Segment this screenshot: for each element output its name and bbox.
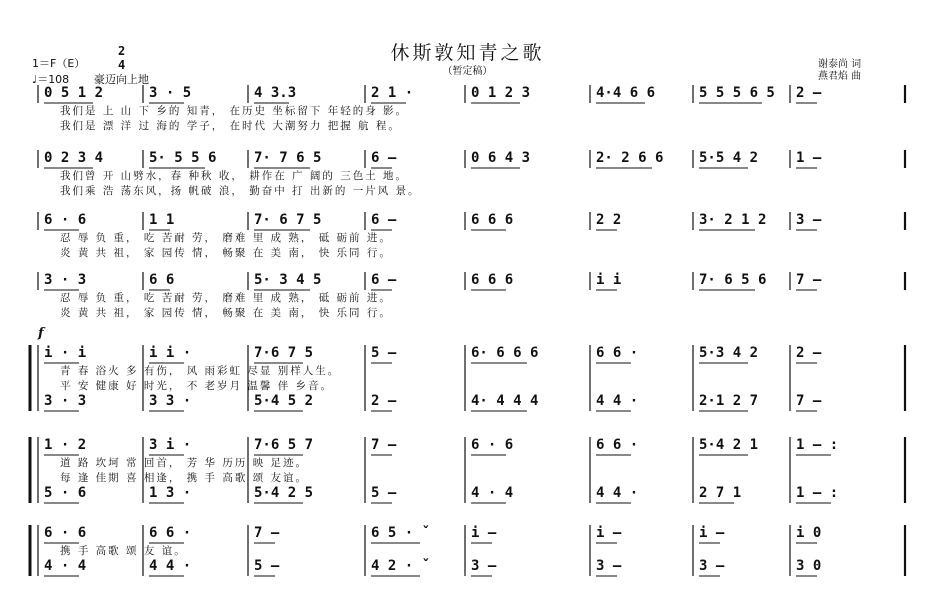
- harmony-notes: 1 3 ·: [149, 485, 192, 501]
- measure-notes: 5·3 4 2: [699, 345, 759, 361]
- measure-notes: 5·5 4 2: [699, 150, 759, 166]
- measure-notes: 4 3.3: [254, 85, 297, 101]
- measure-notes: 7·6 7 5: [254, 345, 314, 361]
- harmony-notes: 3 3 ·: [149, 393, 192, 409]
- time-signature-bottom: 4: [118, 58, 126, 72]
- lyric-line: 我们曾 开 山劈水，春 种秋 收， 耕作在 广 阔的 三色土 地。: [60, 170, 409, 182]
- harmony-notes: 4 · 4: [44, 558, 87, 574]
- harmony-notes: 3 0: [796, 558, 822, 574]
- lyric-line: 炎 黄 共 祖， 家 园传 情， 畅聚 在 美 南， 快 乐同 行。: [60, 307, 392, 319]
- lyric-line: 携 手 高歌 颂 友 谊。: [60, 545, 187, 557]
- measure-notes: 0 5 1 2: [44, 85, 104, 101]
- measure-notes: 1 —: [796, 150, 822, 166]
- measure-notes: i —: [471, 525, 497, 541]
- measure-notes: 1 · 2: [44, 437, 87, 453]
- harmony-notes: 7 —: [796, 393, 822, 409]
- measure-notes: 6· 6 6 6: [471, 345, 539, 361]
- measure-notes: 7 —: [796, 272, 822, 288]
- harmony-notes: 5·4 2 5: [254, 485, 314, 501]
- composer-credit: 燕君焰 曲: [818, 71, 862, 82]
- lyric-line: 忍 辱 负 重， 吃 苦耐 劳， 磨难 里 成 熟， 砥 砺前 进。: [60, 292, 392, 304]
- measure-notes: i i: [596, 272, 622, 288]
- measure-notes: 4·4 6 6: [596, 85, 656, 101]
- harmony-notes: 4 · 4: [471, 485, 514, 501]
- harmony-notes: 1 — :: [796, 485, 839, 501]
- measure-notes: 7 —: [254, 525, 280, 541]
- measure-notes: 6 6: [149, 272, 175, 288]
- key-signature: 1＝F（E）: [32, 57, 86, 70]
- measure-notes: 1 1: [149, 212, 175, 228]
- song-title: 休斯敦知青之歌: [390, 42, 545, 64]
- measure-notes: 2 1 ·: [371, 85, 414, 101]
- measure-notes: 6 6 6: [471, 212, 514, 228]
- measure-notes: i —: [699, 525, 725, 541]
- measure-notes: 6 6 6: [471, 272, 514, 288]
- harmony-notes: 5 —: [254, 558, 280, 574]
- measure-notes: 7· 7 6 5: [254, 150, 322, 166]
- harmony-notes: 5 · 6: [44, 485, 87, 501]
- measure-notes: 3 —: [796, 212, 822, 228]
- measure-notes: 7· 6 5 6: [699, 272, 767, 288]
- harmony-notes: 3 —: [471, 558, 497, 574]
- measure-notes: 5 —: [371, 345, 397, 361]
- measure-notes: i —: [596, 525, 622, 541]
- lyric-line: 每 逢 佳期 喜 相逢， 携 手 高歌 颂 友谊。: [60, 472, 309, 484]
- harmony-notes: 4 4 ·: [149, 558, 192, 574]
- lyric-line: 炎 黄 共 祖， 家 园传 情， 畅聚 在 美 南， 快 乐同 行。: [60, 247, 392, 259]
- measure-notes: 2 —: [796, 85, 822, 101]
- measure-notes: 6 —: [371, 212, 397, 228]
- harmony-notes: 3 —: [699, 558, 725, 574]
- harmony-notes: 3 —: [596, 558, 622, 574]
- lyric-line: 我们是 上 山 下 乡的 知青， 在历史 坐标留下 年轻的身 影。: [60, 105, 409, 117]
- measure-notes: 6 · 6: [44, 525, 87, 541]
- measure-notes: 6 · 6: [471, 437, 514, 453]
- measure-notes: 6 6 ·: [149, 525, 192, 541]
- measure-notes: 0 2 3 4: [44, 150, 104, 166]
- measure-notes: 2· 2 6 6: [596, 150, 664, 166]
- lyric-line: 平 安 健康 好 时光， 不 老岁月 温馨 伴 乡音。: [60, 380, 334, 392]
- harmony-notes: 4 2 · ˇ: [371, 558, 431, 574]
- measure-notes: i · i: [44, 345, 87, 361]
- expression-marking: 豪迈向上地: [94, 73, 149, 86]
- measure-notes: 7·6 5 7: [254, 437, 314, 453]
- dynamic-marking: f: [38, 326, 44, 341]
- measure-notes: 5· 3 4 5: [254, 272, 322, 288]
- lyric-line: 道 路 坎坷 常 回首， 芳 华 历历 映 足迹。: [60, 457, 309, 469]
- harmony-notes: 2 7 1: [699, 485, 742, 501]
- measure-notes: 6 · 6: [44, 212, 87, 228]
- measure-notes: 2 2: [596, 212, 622, 228]
- measure-notes: 6 —: [371, 272, 397, 288]
- harmony-notes: 2·1 2 7: [699, 393, 759, 409]
- harmony-notes: 4 4 ·: [596, 485, 639, 501]
- measure-notes: 7 —: [371, 437, 397, 453]
- measure-notes: 3 i ·: [149, 437, 192, 453]
- measure-notes: 3 · 5: [149, 85, 192, 101]
- measure-notes: 6 6 ·: [596, 437, 639, 453]
- measure-notes: 6 5 · ˇ: [371, 525, 431, 541]
- harmony-notes: 2 —: [371, 393, 397, 409]
- harmony-notes: 4 4 ·: [596, 393, 639, 409]
- draft-note: （暂定稿）: [442, 66, 493, 77]
- measure-notes: 6 6 ·: [596, 345, 639, 361]
- lyricist-credit: 谢泰尚 词: [818, 59, 862, 70]
- lyric-line: 青 春 浴火 多 有伤， 风 雨彩虹 尽显 别样人生。: [60, 365, 341, 377]
- measure-notes: 5·4 2 1: [699, 437, 759, 453]
- measure-notes: 6 —: [371, 150, 397, 166]
- measure-notes: i 0: [796, 525, 822, 541]
- lyric-line: 我们是 漂 洋 过 海的 学子， 在时代 大潮努力 把握 航 程。: [60, 120, 401, 132]
- lyric-line: 我们乘 浩 荡东风，扬 帆破 浪， 勤奋中 打 出新的 一片风 景。: [60, 185, 421, 197]
- measure-notes: 3· 2 1 2: [699, 212, 767, 228]
- harmony-notes: 3 · 3: [44, 393, 87, 409]
- measure-notes: 7· 6 7 5: [254, 212, 322, 228]
- measure-notes: 1 — :: [796, 437, 839, 453]
- lyric-line: 忍 辱 负 重， 吃 苦耐 劳， 磨难 里 成 熟， 砥 砺前 进。: [60, 232, 392, 244]
- measure-notes: 5 5 5 6 5: [699, 85, 775, 101]
- measure-notes: 3 · 3: [44, 272, 87, 288]
- measure-notes: 2 —: [796, 345, 822, 361]
- harmony-notes: 4· 4 4 4: [471, 393, 539, 409]
- harmony-notes: 5 —: [371, 485, 397, 501]
- tempo-marking: ♩＝108: [32, 73, 70, 86]
- harmony-notes: 5·4 5 2: [254, 393, 314, 409]
- measure-notes: i i ·: [149, 345, 192, 361]
- time-signature-top: 2: [118, 44, 126, 58]
- measure-notes: 0 1 2 3: [471, 85, 531, 101]
- measure-notes: 0 6 4 3: [471, 150, 531, 166]
- measure-notes: 5· 5 5 6: [149, 150, 217, 166]
